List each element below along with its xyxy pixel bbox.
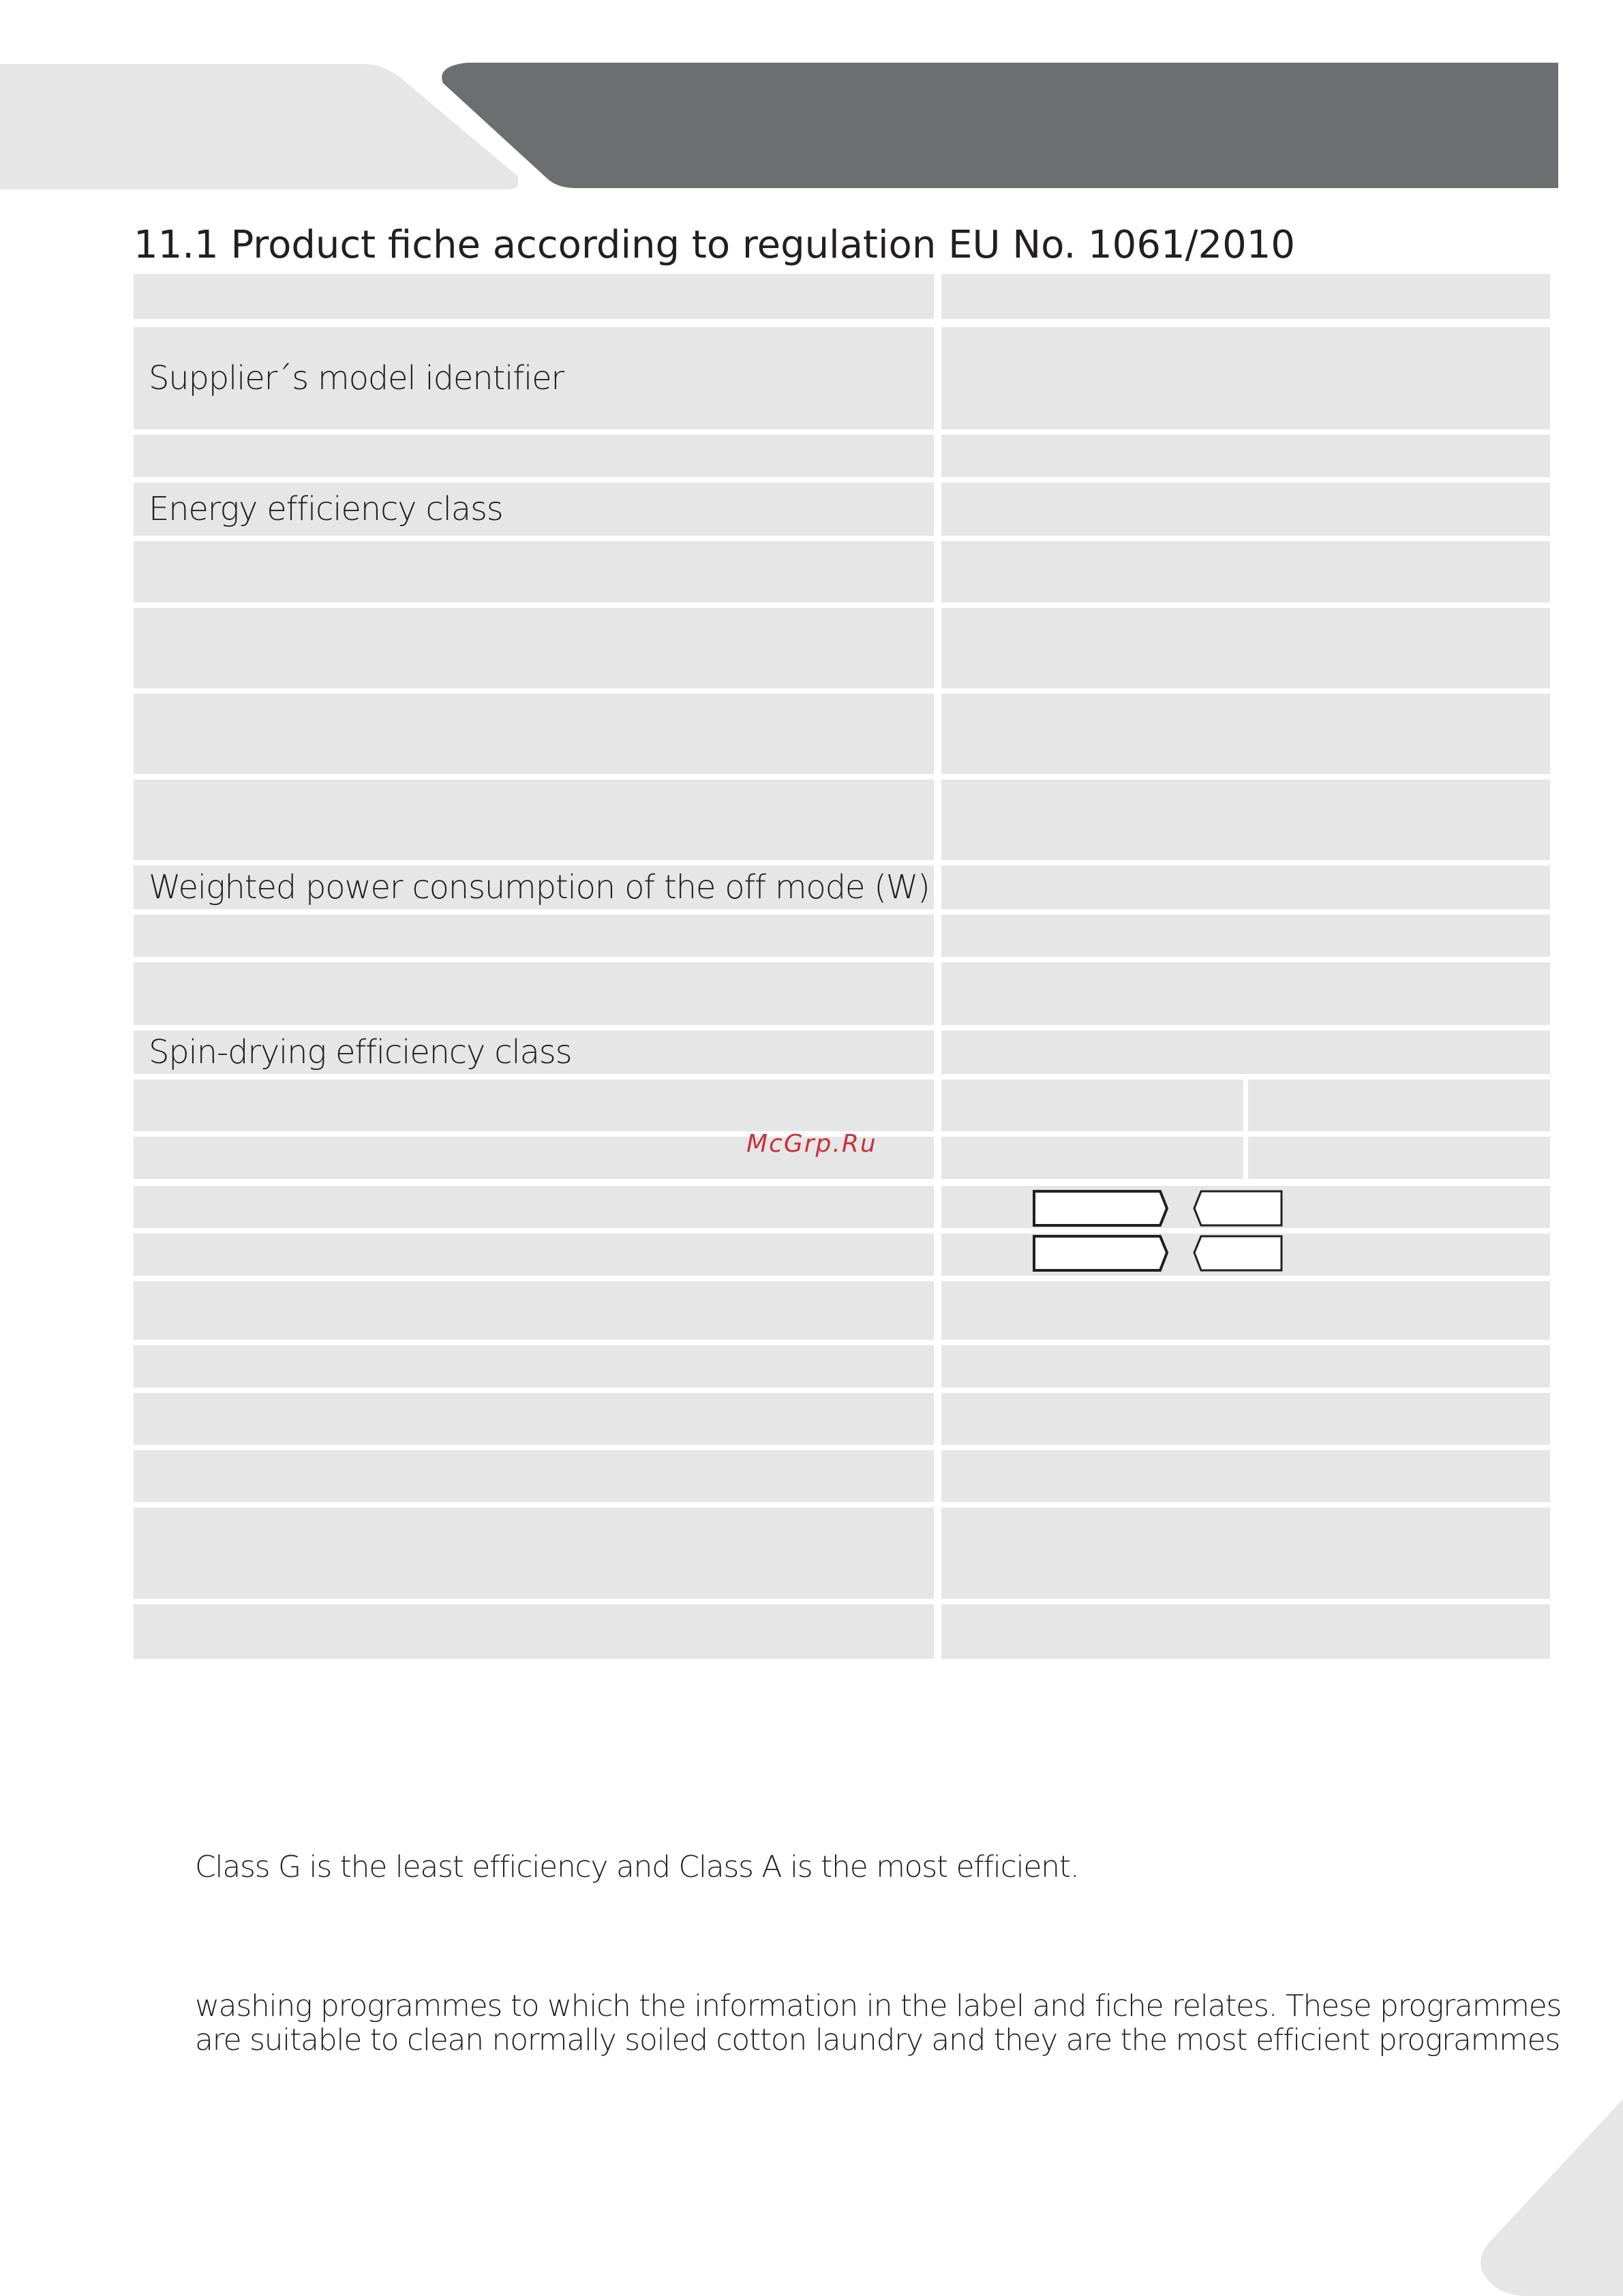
row-label-cell xyxy=(134,274,934,319)
row-label-cell xyxy=(134,1345,934,1388)
row-label-cell xyxy=(134,541,934,602)
row-label: Weighted power consumption of the off mode (W) xyxy=(149,868,930,906)
row-label-cell xyxy=(134,1393,934,1445)
programmes-line-1: washing programmes to which the information in the label and fiche relates. These programmes xyxy=(195,1989,1562,2023)
row-label-cell xyxy=(134,1507,934,1599)
row-value-cell xyxy=(1248,1137,1550,1179)
row-label-cell xyxy=(134,915,934,957)
row-value-cell xyxy=(941,1604,1550,1659)
watermark: McGrp.Ru xyxy=(746,1130,877,1158)
row-label-cell xyxy=(134,780,934,860)
class-arrow-right-icon xyxy=(1034,1191,1167,1225)
class-arrow-markers xyxy=(1029,1186,1288,1281)
row-value-cell xyxy=(941,1281,1550,1340)
corner-decoration xyxy=(1479,2099,1623,2296)
row-label-cell xyxy=(134,435,934,477)
row-value-cell xyxy=(941,866,1550,909)
row-label: Spin-drying efficiency class xyxy=(149,1033,572,1071)
row-label: Energy efficiency class xyxy=(149,490,503,528)
row-value-cell xyxy=(1248,1080,1550,1131)
row-value-cell xyxy=(941,1137,1243,1179)
row-value-cell xyxy=(941,608,1550,688)
row-value-cell xyxy=(941,1507,1550,1599)
row-value-cell xyxy=(941,780,1550,860)
row-value-cell xyxy=(941,1030,1550,1074)
row-label-cell xyxy=(134,1604,934,1659)
row-label-cell xyxy=(134,608,934,688)
row-label-cell xyxy=(134,1281,934,1340)
row-value-cell xyxy=(941,915,1550,957)
row-value-cell xyxy=(941,1080,1243,1131)
class-note: Class G is the least efficiency and Class A is the most efficient. xyxy=(195,1850,1079,1884)
row-value-cell xyxy=(941,435,1550,477)
row-label-cell xyxy=(134,962,934,1025)
row-value-cell xyxy=(941,541,1550,602)
row-label-cell xyxy=(134,1080,934,1131)
row-value-cell xyxy=(941,962,1550,1025)
row-value-cell xyxy=(941,274,1550,319)
class-arrow-left-icon xyxy=(1194,1191,1281,1225)
row-value-cell xyxy=(941,1450,1550,1502)
row-label-cell xyxy=(134,1030,934,1074)
row-label-cell xyxy=(134,866,934,909)
row-value-cell xyxy=(941,1345,1550,1388)
row-value-cell xyxy=(941,1393,1550,1445)
row-label: Supplier´s model identifier xyxy=(149,359,564,397)
row-label-cell xyxy=(134,1234,934,1276)
row-label-cell xyxy=(134,1186,934,1228)
row-value-cell xyxy=(941,694,1550,774)
row-value-cell xyxy=(941,483,1550,536)
row-label-cell xyxy=(134,327,934,429)
header-dark-band xyxy=(440,63,1558,188)
row-value-cell xyxy=(941,327,1550,429)
programmes-line-2: are suitable to clean normally soiled cotton laundry and they are the most efficient programmes xyxy=(195,2023,1560,2057)
class-arrow-left-icon xyxy=(1194,1236,1281,1270)
class-arrow-right-icon xyxy=(1034,1236,1167,1270)
row-label-cell xyxy=(134,1450,934,1502)
page-title: 11.1 Product fiche according to regulation EU No. 1061/2010 xyxy=(134,223,1295,267)
row-label-cell xyxy=(134,483,934,536)
row-label-cell xyxy=(134,694,934,774)
